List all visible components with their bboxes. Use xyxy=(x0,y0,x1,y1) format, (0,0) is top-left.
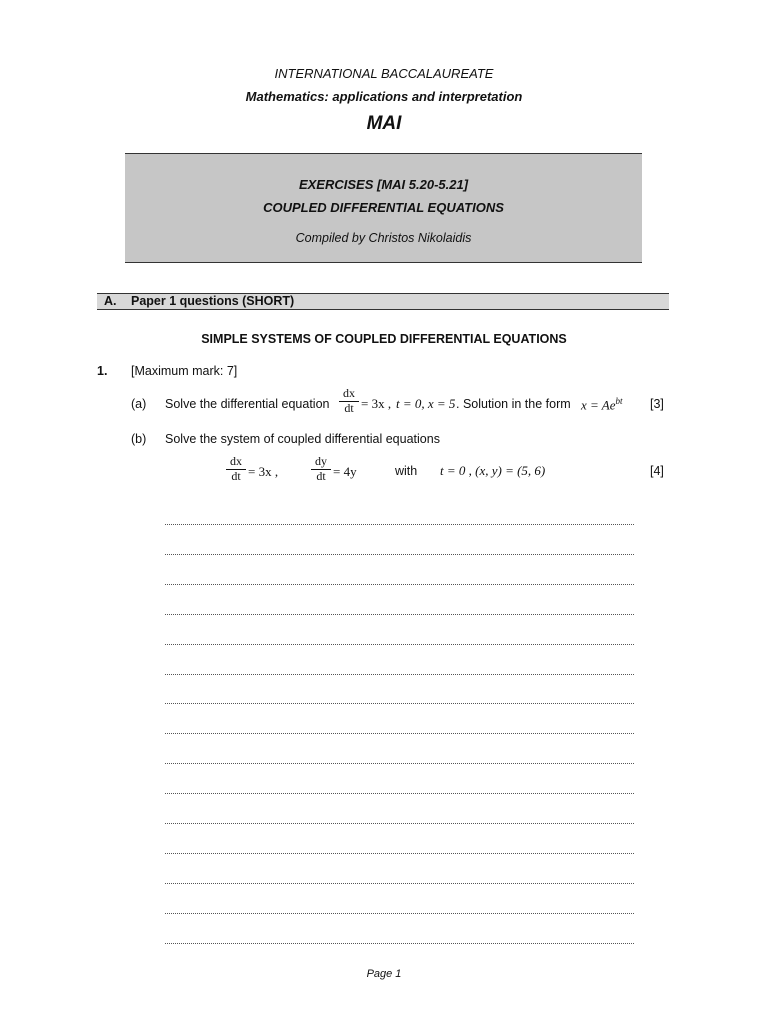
page-number: Page 1 xyxy=(366,968,402,980)
section-title: Paper 1 questions (SHORT) xyxy=(131,294,295,308)
part-b-eq1-den: dt xyxy=(231,469,241,483)
part-b-eq2-num: dy xyxy=(315,454,327,468)
answer-line xyxy=(165,762,634,764)
part-a-text: Solve the differential equation xyxy=(165,397,330,411)
course-code: MAI xyxy=(366,113,402,134)
part-a-derivative xyxy=(339,387,359,415)
title-box xyxy=(125,153,642,263)
subheading: SIMPLE SYSTEMS OF COUPLED DIFFERENTIAL EQUATIONS xyxy=(201,332,567,346)
part-b-eq2-rhs: = 4y xyxy=(333,464,357,479)
part-a-form xyxy=(581,396,623,413)
part-b-label: (b) xyxy=(131,432,147,446)
part-b-derivative-y xyxy=(311,455,331,483)
exercises-title: EXERCISES [MAI 5.20-5.21] xyxy=(298,177,469,192)
answer-line xyxy=(165,822,634,824)
part-a-form-exponent: bt xyxy=(615,396,623,406)
author-credit: Compiled by Christos Nikolaidis xyxy=(295,231,472,245)
answer-line xyxy=(165,553,634,555)
section-header xyxy=(97,293,669,310)
part-a-conditions: t = 0, x = 5 xyxy=(396,396,456,411)
answer-line xyxy=(165,523,634,525)
part-b-marks: [4] xyxy=(650,464,664,478)
part-b-eq1-num: dx xyxy=(230,454,242,468)
part-b-derivative-x xyxy=(226,455,246,483)
answer-line xyxy=(165,792,634,794)
part-a-form-base: x = Ae xyxy=(581,397,616,413)
part-a-marks: [3] xyxy=(650,397,664,411)
part-b-eq2-den: dt xyxy=(316,469,326,483)
part-b-condition: t = 0 , (x, y) = (5, 6) xyxy=(440,463,546,478)
part-b-with: with xyxy=(395,464,418,478)
answer-line xyxy=(165,613,634,615)
answer-line xyxy=(165,583,634,585)
question-number: 1. xyxy=(97,364,108,378)
organization-name: INTERNATIONAL BACCALAUREATE xyxy=(274,66,494,81)
section-letter: A. xyxy=(104,294,117,308)
answer-line xyxy=(165,673,634,675)
answer-line xyxy=(165,702,634,704)
part-a-label: (a) xyxy=(131,397,147,411)
part-a-text-after: . Solution in the form xyxy=(456,397,571,411)
topic-title: COUPLED DIFFERENTIAL EQUATIONS xyxy=(263,200,504,215)
answer-line xyxy=(165,912,634,914)
answer-line xyxy=(165,643,634,645)
part-a-rhs: = 3x , xyxy=(361,396,392,411)
part-b-eq1-rhs: = 3x , xyxy=(248,464,279,479)
part-b-text: Solve the system of coupled differential equations xyxy=(165,432,440,446)
answer-line xyxy=(165,942,634,944)
part-a-frac-den: dt xyxy=(344,401,354,415)
answer-line xyxy=(165,882,634,884)
part-a-frac-num: dx xyxy=(343,386,355,400)
answer-line xyxy=(165,732,634,734)
subject-title: Mathematics: applications and interpretation xyxy=(245,89,523,104)
answer-line xyxy=(165,852,634,854)
max-mark: [Maximum mark: 7] xyxy=(131,364,238,378)
